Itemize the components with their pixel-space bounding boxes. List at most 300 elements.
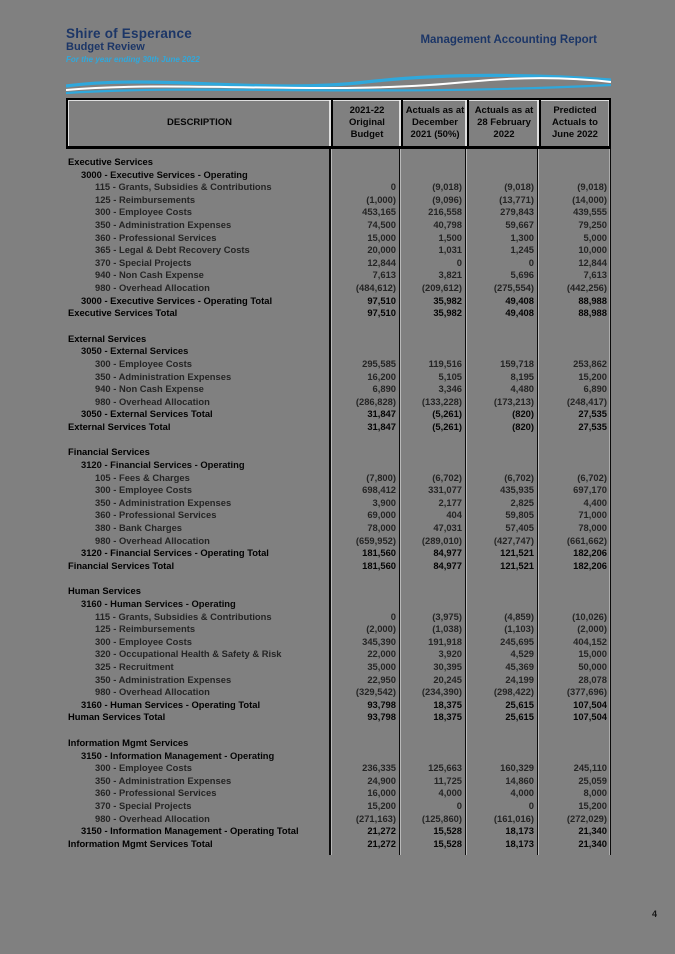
cell-value: 6,890 [329,383,399,396]
cell-value [465,724,537,737]
cell-value: 182,206 [537,547,611,560]
cell-value: 35,982 [399,295,465,308]
report-period: For the year ending 30th June 2022 [66,55,200,64]
row-label: 360 - Professional Services [95,509,217,521]
cell-value [399,598,465,611]
row-label: 320 - Occupational Health & Safety & Risk [95,648,282,660]
cell-value [329,585,399,598]
cell-value: 31,847 [329,421,399,434]
cell-value: (271,163) [329,813,399,826]
cell-value [537,724,611,737]
table-row-section-total [66,560,611,573]
table-row-section-title [66,446,611,459]
cell-value: (2,000) [329,623,399,636]
cell-value: 22,000 [329,648,399,661]
table-row [66,269,611,282]
cell-value [399,850,465,855]
cell-value [399,446,465,459]
cell-value: (659,952) [329,535,399,548]
cell-value: 57,405 [465,522,537,535]
cell-value: (1,103) [465,623,537,636]
cell-value: 253,862 [537,358,611,371]
cell-value: 22,950 [329,674,399,687]
cell-value [329,333,399,346]
cell-value [537,737,611,750]
cell-value: 31,847 [329,408,399,421]
cell-value [399,724,465,737]
cell-value [537,459,611,472]
cell-value: 71,000 [537,509,611,522]
cell-value: 3,900 [329,497,399,510]
cell-value: 88,988 [537,307,611,320]
cell-value: 20,245 [399,674,465,687]
cell-value: 3,346 [399,383,465,396]
cell-value: 182,206 [537,560,611,573]
row-label: 115 - Grants, Subsidies & Contributions [95,181,272,193]
cell-value: 21,272 [329,838,399,851]
cell-value: (275,554) [465,282,537,295]
cell-value: 40,798 [399,219,465,232]
cell-value: 15,200 [537,371,611,384]
cell-value: 16,200 [329,371,399,384]
cell-value: 2,825 [465,497,537,510]
table-row-spacer [66,850,611,855]
table-row [66,661,611,674]
row-label: 980 - Overhead Allocation [95,395,210,407]
report-sheet [66,26,611,855]
cell-value: 4,400 [537,497,611,510]
cell-value [537,169,611,182]
cell-value: (6,702) [537,472,611,485]
cell-value [399,169,465,182]
table-row [66,282,611,295]
cell-value: 453,165 [329,206,399,219]
row-label: 360 - Professional Services [95,787,217,799]
table-header [66,98,611,149]
cell-value [399,345,465,358]
cell-value: 16,000 [329,787,399,800]
cell-value: 107,504 [537,711,611,724]
cell-value [399,149,465,156]
cell-value: 84,977 [399,560,465,573]
cell-value: 121,521 [465,560,537,573]
cell-value: 74,500 [329,219,399,232]
cell-value: (289,010) [399,535,465,548]
cell-value [465,850,537,855]
cell-value: (329,542) [329,686,399,699]
cell-value [465,333,537,346]
cell-value [537,320,611,333]
cell-value: (286,828) [329,396,399,409]
cell-value: 245,695 [465,636,537,649]
cell-value: 698,412 [329,484,399,497]
cell-value: (661,662) [537,535,611,548]
cell-value: 181,560 [329,547,399,560]
cell-value: 35,000 [329,661,399,674]
row-label: 3150 - Information Management - Operating [81,749,275,761]
row-label: 380 - Bank Charges [95,522,183,534]
cell-value [537,850,611,855]
cell-value: 49,408 [465,307,537,320]
cell-value: 78,000 [329,522,399,535]
cell-value: (3,975) [399,611,465,624]
cell-value: 5,000 [537,232,611,245]
row-label: Human Services Total [68,711,166,723]
cell-value [465,149,537,156]
row-label: 300 - Employee Costs [95,206,192,218]
cell-value [399,750,465,763]
cell-value [465,156,537,169]
row-label: Human Services [68,585,141,597]
table-row-group-title [66,750,611,763]
table-row [66,232,611,245]
cell-value: (377,696) [537,686,611,699]
table-row [66,472,611,485]
cell-value: 24,900 [329,775,399,788]
cell-value: 15,528 [399,825,465,838]
cell-value: (427,747) [465,535,537,548]
cell-value: 3,821 [399,269,465,282]
cell-value: 49,408 [465,295,537,308]
cell-value [465,169,537,182]
cell-value [537,156,611,169]
cell-value [399,333,465,346]
cell-value [329,345,399,358]
cell-value [329,737,399,750]
cell-value [329,598,399,611]
cell-value: 59,667 [465,219,537,232]
table-row-group-title [66,345,611,358]
cell-value: 15,000 [537,648,611,661]
letterhead [66,26,611,96]
cell-value: 18,173 [465,838,537,851]
cell-value: 4,000 [399,787,465,800]
cell-value: 697,170 [537,484,611,497]
row-label: 350 - Administration Expenses [95,370,232,382]
cell-value: 245,110 [537,762,611,775]
row-label: 940 - Non Cash Expense [95,269,204,281]
cell-value [465,446,537,459]
cell-value: 84,977 [399,547,465,560]
cell-value [329,572,399,585]
cell-value [329,169,399,182]
table-row-section-title [66,156,611,169]
cell-value [537,598,611,611]
row-label: External Services [68,332,147,344]
cell-value: 25,059 [537,775,611,788]
table-row [66,611,611,624]
cell-value [399,459,465,472]
row-label: 350 - Administration Expenses [95,673,232,685]
cell-value: (133,228) [399,396,465,409]
cell-value: 0 [329,611,399,624]
cell-value: 8,000 [537,787,611,800]
table-row-group-total [66,408,611,421]
cell-value [399,433,465,446]
cell-value: 25,615 [465,711,537,724]
cell-value: 1,031 [399,244,465,257]
cell-value: 93,798 [329,699,399,712]
cell-value: (234,390) [399,686,465,699]
table-row [66,535,611,548]
cell-value [537,433,611,446]
cell-value: 15,200 [329,800,399,813]
table-row-group-title [66,169,611,182]
row-label: 3120 - Financial Services - Operating [81,459,245,471]
row-label: 370 - Special Projects [95,799,192,811]
cell-value: (173,213) [465,396,537,409]
column-header-actuals-february: Actuals as at 28 February 2022 [467,100,539,146]
cell-value: (4,859) [465,611,537,624]
cell-value: (820) [465,408,537,421]
cell-value: (2,000) [537,623,611,636]
cell-value: 0 [465,800,537,813]
cell-value [537,333,611,346]
cell-value: 7,613 [329,269,399,282]
cell-value: 20,000 [329,244,399,257]
cell-value: 25,615 [465,699,537,712]
table-row-section-total [66,421,611,434]
cell-value: (6,702) [465,472,537,485]
wave-decoration [66,70,611,96]
cell-value [329,433,399,446]
cell-value: 8,195 [465,371,537,384]
cell-value [329,724,399,737]
row-label: 300 - Employee Costs [95,484,192,496]
row-label: 3050 - External Services Total [81,408,213,420]
cell-value: 345,390 [329,636,399,649]
table-row [66,219,611,232]
cell-value: 15,200 [537,800,611,813]
cell-value: 5,696 [465,269,537,282]
cell-value: 0 [399,257,465,270]
cell-value: (14,000) [537,194,611,207]
cell-value: (10,026) [537,611,611,624]
cell-value: 5,105 [399,371,465,384]
cell-value: 27,535 [537,408,611,421]
table-row [66,206,611,219]
cell-value: 4,529 [465,648,537,661]
cell-value [465,320,537,333]
cell-value: 18,173 [465,825,537,838]
cell-value: 439,555 [537,206,611,219]
row-label: 360 - Professional Services [95,231,217,243]
row-label: 3160 - Human Services - Operating [81,598,236,609]
cell-value: 279,843 [465,206,537,219]
row-label: 980 - Overhead Allocation [95,534,210,546]
cell-value [537,585,611,598]
cell-value: 30,395 [399,661,465,674]
cell-value: 47,031 [399,522,465,535]
row-label: 3000 - Executive Services - Operating Total [81,294,273,306]
table-row [66,674,611,687]
column-header-actuals-december: Actuals as at December 2021 (50%) [401,100,467,146]
org-name: Shire of Esperance [66,26,192,41]
cell-value: (820) [465,421,537,434]
table-row [66,775,611,788]
cell-value [465,433,537,446]
cell-value: (9,018) [399,181,465,194]
cell-value [465,459,537,472]
cell-value [329,156,399,169]
row-label: 370 - Special Projects [95,256,192,268]
row-label: Information Mgmt Services Total [68,837,213,849]
cell-value [465,598,537,611]
table-row-group-total [66,547,611,560]
row-label: 3160 - Human Services - Operating Total [81,698,261,710]
cell-value [329,750,399,763]
cell-value [329,459,399,472]
row-label: Information Mgmt Services [68,736,189,748]
cell-value: 21,340 [537,838,611,851]
cell-value: (1,000) [329,194,399,207]
table-row-spacer [66,433,611,446]
table-row [66,787,611,800]
row-label: 300 - Employee Costs [95,357,192,369]
table-row [66,181,611,194]
page-number: 4 [652,909,658,919]
cell-value: (1,038) [399,623,465,636]
row-label: 980 - Overhead Allocation [95,686,210,698]
cell-value: (9,018) [465,181,537,194]
cell-value: 3,920 [399,648,465,661]
cell-value [465,585,537,598]
cell-value: 10,000 [537,244,611,257]
cell-value: 35,982 [399,307,465,320]
table-row [66,762,611,775]
table-row-spacer [66,320,611,333]
cell-value [399,585,465,598]
table-row [66,648,611,661]
cell-value: 28,078 [537,674,611,687]
cell-value: 1,245 [465,244,537,257]
cell-value: 50,000 [537,661,611,674]
table-row-group-total [66,825,611,838]
table-row-section-title [66,737,611,750]
cell-value: 59,805 [465,509,537,522]
cell-value: 6,890 [537,383,611,396]
cell-value: 18,375 [399,711,465,724]
row-label: 3000 - Executive Services - Operating [81,168,248,180]
cell-value [399,737,465,750]
cell-value: 97,510 [329,307,399,320]
cell-value [399,156,465,169]
table-row-group-total [66,295,611,308]
row-label: Executive Services Total [68,307,178,319]
cell-value: 4,000 [465,787,537,800]
cell-value: 79,250 [537,219,611,232]
cell-value: (209,612) [399,282,465,295]
table-row [66,623,611,636]
cell-value: 18,375 [399,699,465,712]
table-row-group-title [66,598,611,611]
cell-value: 216,558 [399,206,465,219]
cell-value: 119,516 [399,358,465,371]
row-label: 300 - Employee Costs [95,635,192,647]
table-row [66,522,611,535]
table-row [66,194,611,207]
cell-value [399,572,465,585]
cell-value: (484,612) [329,282,399,295]
cell-value: 0 [399,800,465,813]
cell-value: 27,535 [537,421,611,434]
cell-value [537,446,611,459]
table-row [66,813,611,826]
cell-value: 14,860 [465,775,537,788]
cell-value [329,149,399,156]
row-label: 125 - Reimbursements [95,623,196,635]
cell-value [329,446,399,459]
table-body [66,149,611,855]
cell-value: 331,077 [399,484,465,497]
row-label: 105 - Fees & Charges [95,471,190,483]
cell-value: (9,018) [537,181,611,194]
row-label: Financial Services [68,446,150,458]
column-header-description: DESCRIPTION [167,117,232,128]
row-label: 940 - Non Cash Expense [95,383,204,395]
cell-value: 160,329 [465,762,537,775]
row-label: 980 - Overhead Allocation [95,281,210,293]
table-row-section-total [66,838,611,851]
cell-value [537,149,611,156]
row-label: External Services Total [68,420,171,432]
row-label: 350 - Administration Expenses [95,218,232,230]
cell-value: 404,152 [537,636,611,649]
cell-value: (442,256) [537,282,611,295]
cell-value: (5,261) [399,421,465,434]
cell-value: (298,422) [465,686,537,699]
table-row [66,371,611,384]
cell-value: 295,585 [329,358,399,371]
table-row [66,383,611,396]
cell-value: 69,000 [329,509,399,522]
cell-value: 97,510 [329,295,399,308]
table-row [66,497,611,510]
cell-value: 24,199 [465,674,537,687]
cell-value: 11,725 [399,775,465,788]
cell-value: (272,029) [537,813,611,826]
table-row [66,484,611,497]
cell-value: 45,369 [465,661,537,674]
cell-value: 21,340 [537,825,611,838]
cell-value: (6,702) [399,472,465,485]
cell-value: 4,480 [465,383,537,396]
cell-value: 15,528 [399,838,465,851]
cell-value [329,850,399,855]
row-label: 350 - Administration Expenses [95,496,232,508]
table-row-section-total [66,307,611,320]
row-label: 115 - Grants, Subsidies & Contributions [95,610,272,622]
cell-value [465,737,537,750]
table-row [66,800,611,813]
cell-value [329,320,399,333]
cell-value: 159,718 [465,358,537,371]
cell-value: 15,000 [329,232,399,245]
cell-value: (248,417) [537,396,611,409]
table-row-section-total [66,711,611,724]
row-label: 350 - Administration Expenses [95,774,232,786]
cell-value: 12,844 [537,257,611,270]
cell-value: 236,335 [329,762,399,775]
cell-value: (5,261) [399,408,465,421]
cell-value: 88,988 [537,295,611,308]
cell-value: (13,771) [465,194,537,207]
cell-value: 1,300 [465,232,537,245]
row-label: 3120 - Financial Services - Operating Total [81,547,269,559]
row-label: 325 - Recruitment [95,660,174,672]
table-row [66,686,611,699]
cell-value: 12,844 [329,257,399,270]
